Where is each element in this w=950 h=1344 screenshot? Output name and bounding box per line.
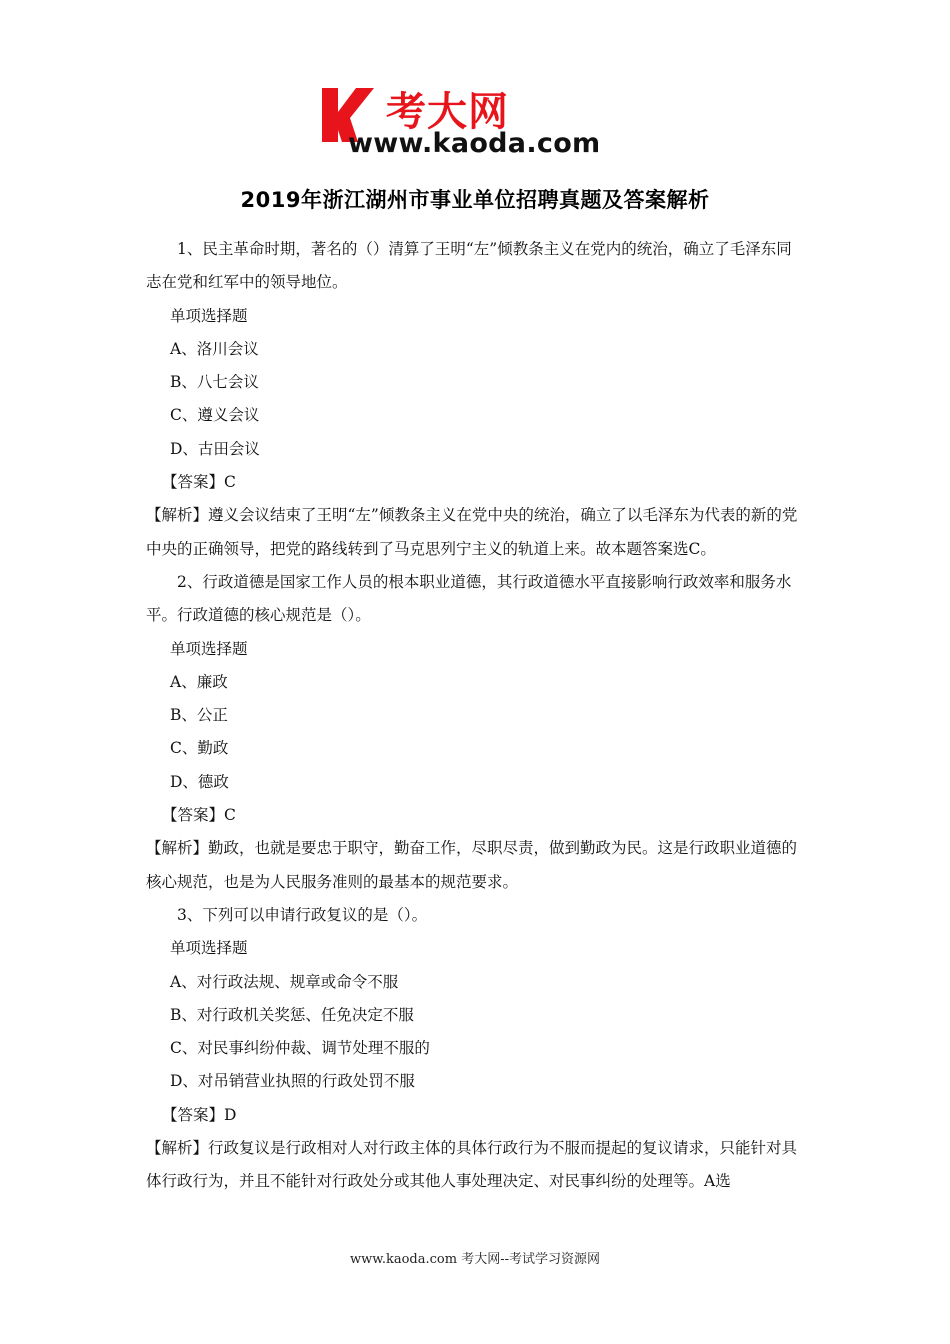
question-type: 单项选择题	[170, 639, 248, 658]
option-b: B、对行政机关奖惩、任免决定不服	[170, 1005, 414, 1024]
analysis: 【解析】遵义会议结束了王明“左”倾教条主义在党中央的统治，确立了以毛泽东为代表的新的党中央的正确领导，把党的路线转到了马克思列宁主义的轨道上来。故本题答案选C。	[146, 506, 798, 558]
question-stem: 2、行政道德是国家工作人员的根本职业道德，其行政道德水平直接影响行政效率和服务水平。行政道德的核心规范是（）。	[146, 572, 792, 625]
option-c: C、勤政	[170, 739, 229, 758]
question-type: 单项选择题	[170, 306, 248, 325]
kaoda-logo	[318, 82, 638, 160]
option-a: A、洛川会议	[170, 339, 259, 358]
answer: 【答案】C	[162, 806, 236, 825]
option-d: D、对吊销营业执照的行政处罚不服	[170, 1072, 415, 1091]
answer: 【答案】D	[162, 1105, 237, 1124]
option-a: A、廉政	[170, 672, 228, 691]
question-stem: 1、民主革命时期，著名的（）清算了王明“左”倾教条主义在党内的统治，确立了毛泽东同志在党和红军中的领导地位。	[146, 240, 792, 292]
page-footer: www.kaoda.com 考大网--考试学习资源网	[350, 1252, 600, 1267]
option-c: C、对民事纠纷仲裁、调节处理不服的	[170, 1039, 430, 1058]
brand-cn: 考大网	[386, 89, 509, 135]
document-title: 2019年浙江湖州市事业单位招聘真题及答案解析	[240, 188, 710, 212]
question-list	[146, 233, 806, 1199]
analysis: 【解析】行政复议是行政相对人对行政主体的具体行政行为不服而提起的复议请求，只能针对具体行政行为，并且不能针对行政处分或其他人事处理决定、对民事纠纷的处理等。A选	[146, 1139, 798, 1191]
question-stem: 3、下列可以申请行政复议的是（）。	[177, 905, 428, 924]
option-d: D、古田会议	[170, 439, 260, 458]
answer: 【答案】C	[162, 473, 236, 492]
option-a: A、对行政法规、规章或命令不服	[170, 972, 399, 991]
option-d: D、德政	[170, 772, 229, 791]
option-b: B、公正	[170, 706, 228, 725]
analysis: 【解析】勤政，也就是要忠于职守，勤奋工作，尽职尽责，做到勤政为民。这是行政职业道德的核心规范，也是为人民服务准则的最基本的规范要求。	[146, 839, 798, 891]
question-type: 单项选择题	[170, 939, 248, 958]
option-b: B、八七会议	[170, 373, 259, 392]
brand-url: www.kaoda.com	[348, 128, 601, 159]
option-c: C、遵义会议	[170, 406, 260, 425]
